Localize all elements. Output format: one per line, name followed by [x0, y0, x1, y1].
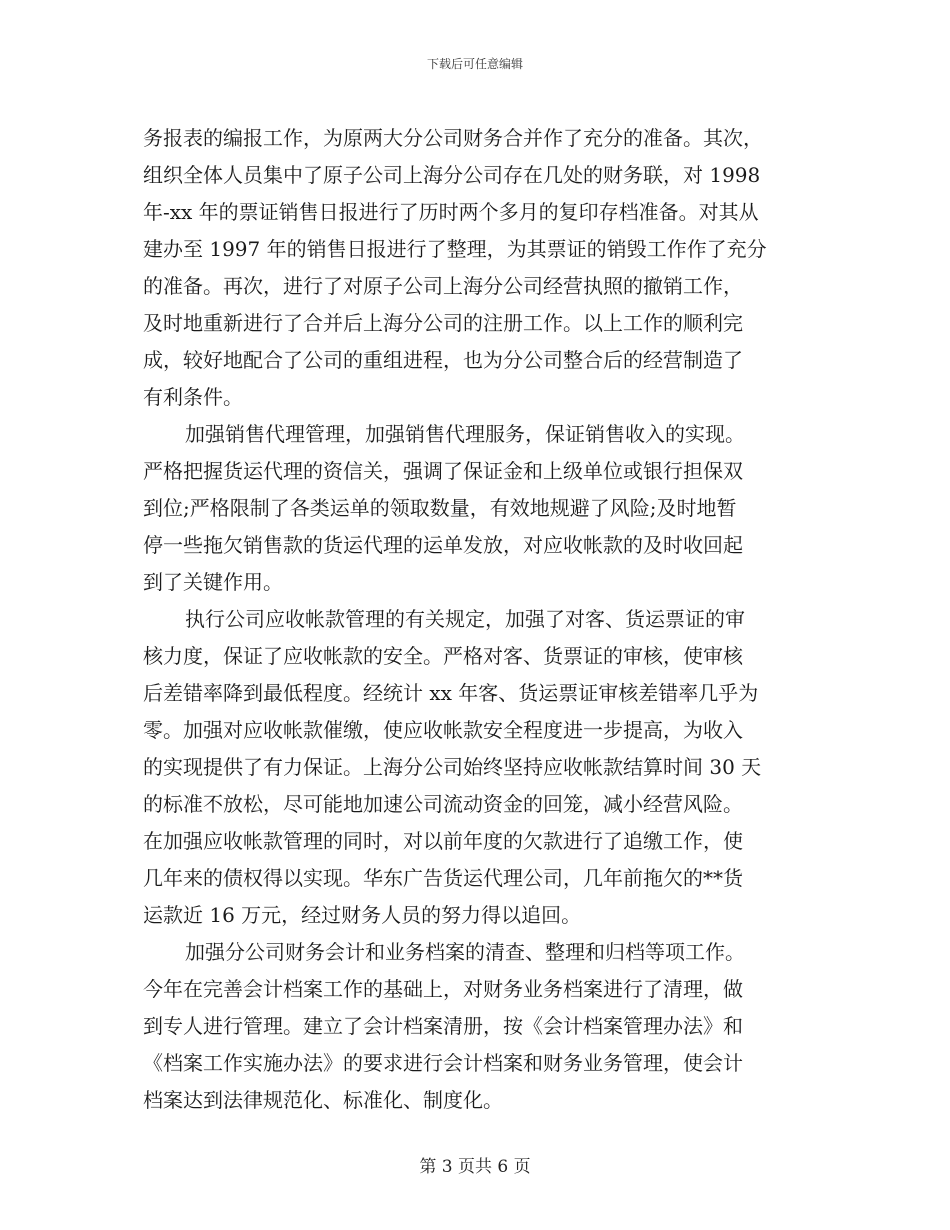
paragraph-start-line: 加强分公司财务会计和业务档案的清查、整理和归档等项工作。 [185, 940, 745, 964]
text-line: 的实现提供了有力保证。上海分公司始终坚持应收帐款结算时间 30 天 [143, 755, 762, 779]
text-line: 的准备。再次，进行了对原子公司上海分公司经营执照的撤销工作， [143, 274, 743, 298]
page-header: 下载后可任意编辑 [426, 57, 523, 71]
text-line: 在加强应收帐款管理的同时，对以前年度的欠款进行了追缴工作，使 [143, 829, 743, 853]
document-body [143, 120, 823, 1119]
text-line: 到位;严格限制了各类运单的领取数量，有效地规避了风险;及时地暂 [143, 496, 737, 520]
text-line: 务报表的编报工作，为原两大分公司财务合并作了充分的准备。其次， [143, 126, 763, 150]
text-line: 建办至 1997 年的销售日报进行了整理，为其票证的销毁工作作了充分 [143, 237, 767, 261]
page-number: 第 3 页共 6 页 [419, 1157, 531, 1177]
text-line: 核力度，保证了应收帐款的安全。严格对客、货票证的审核，使审核 [143, 644, 743, 668]
text-line: 组织全体人员集中了原子公司上海分公司存在几处的财务联，对 1998 [143, 163, 761, 187]
paragraph-start-line: 加强销售代理管理，加强销售代理服务，保证销售收入的实现。 [185, 422, 745, 446]
text-line: 的标准不放松，尽可能地加速公司流动资金的回笼，减小经营风险。 [143, 792, 743, 816]
text-line: 后差错率降到最低程度。经统计 xx 年客、货运票证审核差错率几乎为 [143, 681, 759, 705]
paragraph-start-line: 执行公司应收帐款管理的有关规定，加强了对客、货运票证的审 [185, 607, 745, 631]
text-line: 几年来的债权得以实现。华东广告货运代理公司，几年前拖欠的**货 [143, 866, 743, 890]
text-line: 到了关键作用。 [143, 570, 283, 594]
text-line: 零。加强对应收帐款催缴，使应收帐款安全程度进一步提高，为收入 [143, 718, 743, 742]
text-line: 到专人进行管理。建立了会计档案清册，按《会计档案管理办法》和 [143, 1014, 743, 1038]
text-line: 停一些拖欠销售款的货运代理的运单发放，对应收帐款的及时收回起 [143, 533, 743, 557]
text-line: 《档案工作实施办法》的要求进行会计档案和财务业务管理，使会计 [143, 1051, 743, 1075]
text-line: 运款近 16 万元，经过财务人员的努力得以追回。 [143, 903, 582, 927]
text-line: 严格把握货运代理的资信关，强调了保证金和上级单位或银行担保双 [143, 459, 743, 483]
text-line: 及时地重新进行了合并后上海分公司的注册工作。以上工作的顺利完 [143, 311, 743, 335]
text-line: 成，较好地配合了公司的重组进程，也为分公司整合后的经营制造了 [143, 348, 743, 372]
text-line: 档案达到法律规范化、标准化、制度化。 [143, 1088, 503, 1112]
text-line: 有利条件。 [143, 385, 243, 409]
text-line: 年-xx 年的票证销售日报进行了历时两个多月的复印存档准备。对其从 [143, 200, 759, 224]
text-line: 今年在完善会计档案工作的基础上，对财务业务档案进行了清理，做 [143, 977, 743, 1001]
